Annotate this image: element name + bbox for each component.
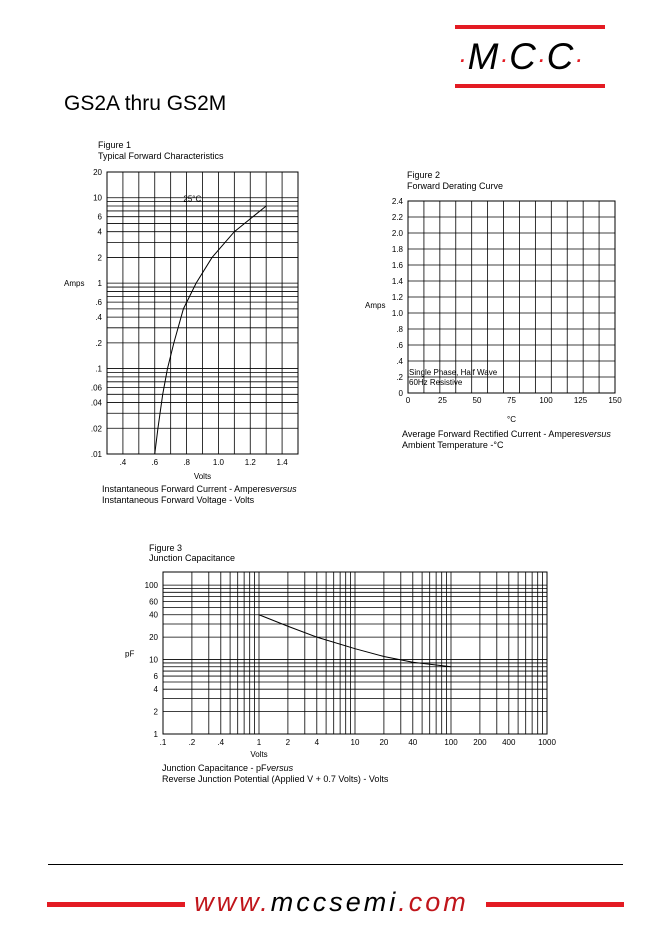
x-tick-label: .4 [217, 738, 225, 747]
fig3-caption-versus: versus [266, 763, 294, 773]
x-tick-label: 200 [473, 738, 487, 747]
logo-dot: · [499, 43, 510, 74]
fig2-title: Forward Derating Curve [407, 181, 504, 191]
y-tick-label: .4 [95, 313, 102, 323]
y-tick-label: 10 [149, 655, 158, 665]
y-tick-label: .06 [90, 383, 102, 393]
y-tick-label: 10 [93, 193, 102, 203]
logo-bottom-bar [455, 84, 605, 88]
y-tick-label: .2 [95, 338, 102, 348]
x-tick-label: 75 [507, 396, 516, 405]
figure-1-chart [55, 162, 315, 482]
y-tick-label: .01 [90, 450, 102, 459]
y-tick-label: 20 [93, 168, 102, 177]
x-axis-label: Volts [193, 472, 212, 481]
x-tick-label: 20 [379, 738, 389, 747]
fig1-title: Typical Forward Characteristics [98, 151, 224, 161]
y-tick-label: .6 [95, 298, 102, 308]
y-tick-label: 4 [153, 685, 158, 695]
x-tick-label: 150 [608, 396, 622, 405]
x-tick-label: 1 [256, 738, 262, 747]
y-tick-label: .8 [396, 325, 403, 334]
fig1-label: Figure 1 [98, 140, 132, 150]
y-tick-label: 2.4 [391, 197, 403, 206]
y-tick-label: .02 [90, 424, 102, 434]
x-tick-label: .8 [183, 458, 190, 467]
website-tld: .com [398, 887, 469, 917]
y-tick-label: 20 [149, 633, 158, 643]
y-axis-label: pF [125, 649, 135, 659]
y-axis-label: Amps [64, 279, 85, 289]
fig3-caption-main: Junction Capacitance - pF [162, 763, 267, 773]
y-tick-label: 1.8 [391, 245, 403, 254]
y-tick-label: 6 [153, 672, 158, 682]
y-tick-label: 40 [149, 610, 158, 620]
fig3-caption-line2: Reverse Junction Potential (Applied V + 0.7 Volts) - Volts [162, 774, 389, 784]
y-tick-label: 0 [398, 389, 403, 398]
fig3-label: Figure 3 [149, 543, 183, 553]
fig1-caption-line2: Instantaneous Forward Voltage - Volts [102, 495, 255, 505]
website-domain: mccsemi [270, 887, 399, 917]
logo-dot: · [574, 43, 584, 74]
y-tick-label: 6 [97, 212, 102, 222]
y-tick-label: 100 [144, 581, 158, 591]
x-tick-label: 4 [314, 738, 320, 747]
y-axis-label: Amps [365, 301, 386, 310]
y-tick-label: 1.6 [391, 261, 403, 270]
x-tick-label: 1.4 [276, 458, 288, 467]
footer-divider [48, 864, 623, 865]
x-tick-label: .6 [151, 458, 159, 467]
y-tick-label: 1 [97, 279, 102, 289]
y-tick-label: 4 [97, 227, 102, 237]
fig1-caption-main: Instantaneous Forward Current - Amperes [102, 484, 271, 494]
x-tick-label: .4 [119, 458, 127, 467]
figure-3-chart [115, 562, 565, 762]
y-tick-label: 1.0 [391, 309, 403, 318]
mcc-logo [458, 36, 608, 78]
x-axis-label: Volts [250, 750, 268, 759]
x-tick-label: 1.0 [212, 458, 224, 467]
y-tick-label: 2 [97, 253, 102, 263]
x-tick-label: 1.2 [244, 458, 256, 467]
y-tick-label: 1 [153, 730, 158, 739]
fig3-caption-line1 [162, 763, 293, 774]
x-tick-label: 0 [405, 396, 411, 405]
y-tick-label: .1 [95, 364, 102, 374]
y-tick-label: 2.2 [391, 213, 403, 222]
logo-letter-c2: C [546, 36, 575, 77]
x-tick-label: 2 [285, 738, 291, 747]
series-line-25c [155, 206, 266, 454]
x-tick-label: .1 [159, 738, 167, 747]
annotation-line: 60Hz Resistive [409, 378, 463, 387]
y-tick-label: .6 [396, 341, 403, 350]
x-tick-label: 400 [502, 738, 516, 747]
x-axis-label: °C [507, 415, 516, 424]
x-tick-label: 100 [539, 396, 553, 405]
website-www: www. [194, 887, 271, 917]
x-tick-label: 125 [573, 396, 588, 405]
fig1-caption-line1 [102, 484, 297, 495]
fig1-caption-versus: versus [270, 484, 297, 494]
y-tick-label: .4 [396, 357, 403, 366]
x-tick-label: 40 [408, 738, 418, 747]
fig2-caption-line1 [402, 429, 611, 440]
fig2-caption-main: Average Forward Rectified Current - Amperes [402, 429, 585, 439]
y-tick-label: 1.4 [391, 277, 403, 286]
x-tick-label: 10 [350, 738, 360, 747]
y-tick-label: .04 [90, 398, 102, 408]
logo-top-bar [455, 25, 605, 29]
fig2-label: Figure 2 [407, 170, 441, 180]
y-tick-label: 2.0 [391, 229, 403, 238]
x-tick-label: 100 [444, 738, 458, 747]
annotation-line: Single Phase, Half Wave [409, 368, 498, 377]
y-tick-label: 2 [153, 707, 158, 717]
logo-dot: · [458, 43, 468, 74]
y-tick-label: 1.2 [391, 293, 403, 302]
x-tick-label: 1000 [538, 738, 556, 747]
logo-letter-m: M [467, 36, 500, 77]
y-tick-label: .2 [396, 373, 403, 382]
logo-dot: · [536, 43, 547, 74]
fig3-title: Junction Capacitance [149, 553, 236, 563]
figure-2-chart [360, 192, 630, 428]
fig2-caption-line2: Ambient Temperature -°C [402, 440, 504, 450]
logo-letter-c1: C [509, 36, 537, 77]
y-tick-label: 60 [149, 597, 158, 607]
page-title: GS2A thru GS2M [64, 92, 227, 115]
annotation-25c: 25°C [183, 194, 202, 204]
website-url[interactable] [0, 887, 663, 918]
x-tick-label: 25 [438, 396, 447, 405]
fig2-caption-versus: versus [584, 429, 611, 439]
x-tick-label: 50 [472, 396, 482, 405]
x-tick-label: .2 [188, 738, 196, 747]
